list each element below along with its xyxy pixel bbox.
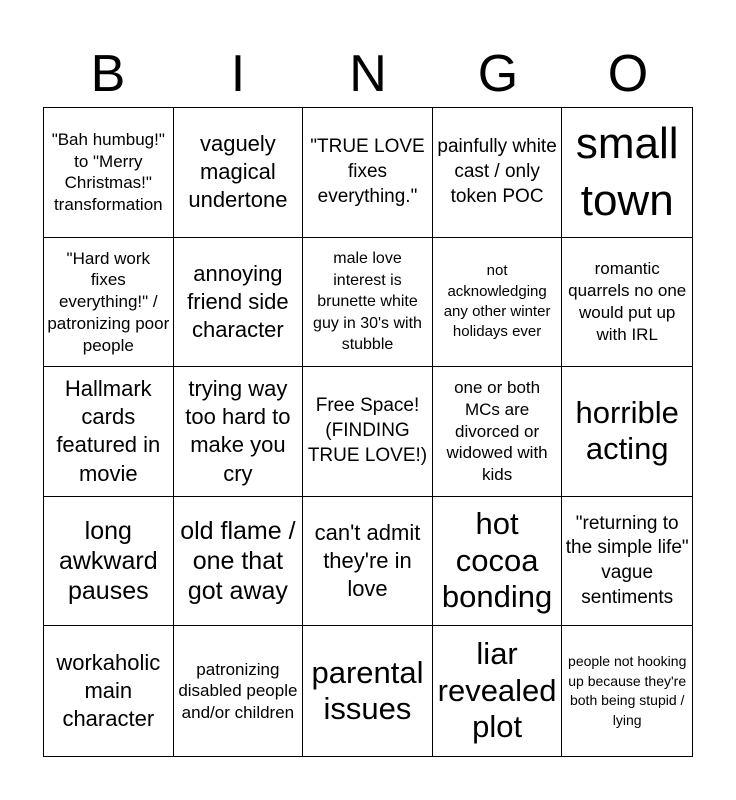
bingo-cell[interactable] (433, 238, 563, 368)
cell-text: people not hooking up because they're both being stupid / lying (568, 653, 687, 728)
bingo-cell[interactable] (174, 108, 304, 238)
cell-text: "Bah humbug!" to "Merry Christmas!" transformation (51, 129, 165, 215)
cell-text: trying way too hard to make you cry (185, 376, 291, 486)
bingo-cell[interactable] (44, 626, 174, 756)
bingo-cell[interactable] (433, 626, 563, 756)
cell-text: liar revealed plot (437, 636, 557, 745)
bingo-cell[interactable] (303, 238, 433, 368)
cell-text: small town (575, 119, 679, 226)
cell-text: vaguely magical undertone (188, 131, 288, 213)
bingo-board (43, 107, 693, 757)
cell-text: "Hard work fixes everything!" / patronizing poor people (47, 248, 170, 355)
cell-text: annoying friend side character (187, 260, 289, 342)
bingo-cell[interactable] (44, 108, 174, 238)
header-letter-g: G (477, 45, 519, 103)
bingo-cell[interactable] (433, 108, 563, 238)
bingo-cell[interactable] (433, 497, 563, 627)
bingo-cell[interactable] (562, 108, 692, 238)
bingo-cell[interactable] (562, 626, 692, 756)
header-letter-b: B (90, 45, 126, 103)
cell-text: Hallmark cards featured in movie (56, 376, 161, 486)
cell-text: "returning to the simple life" vague sentiments (565, 512, 689, 608)
bingo-cell[interactable] (174, 497, 304, 627)
cell-text: one or both MCs are divorced or widowed with kids (446, 378, 548, 485)
bingo-cell[interactable] (44, 497, 174, 627)
bingo-cell[interactable] (303, 626, 433, 756)
cell-text: long awkward pauses (58, 517, 158, 606)
bingo-cell[interactable] (562, 238, 692, 368)
header-letter-i: I (230, 45, 246, 103)
cell-text: hot cocoa bonding (441, 506, 553, 615)
cell-text: old flame / one that got away (180, 517, 296, 606)
cell-text: parental issues (311, 654, 424, 727)
cell-text: workaholic main character (56, 649, 161, 732)
cell-text: patronizing disabled people and/or children (178, 659, 298, 723)
cell-text: male love interest is brunette white guy in 30's with stubble (313, 249, 422, 354)
bingo-cell[interactable] (303, 367, 433, 497)
header-letter-o: O (607, 45, 649, 103)
bingo-cell[interactable] (303, 497, 433, 627)
cell-text: "TRUE LOVE fixes everything." (310, 136, 425, 207)
cell-text: romantic quarrels no one would put up with IRL (568, 259, 687, 344)
bingo-cell[interactable] (303, 108, 433, 238)
bingo-cell[interactable] (562, 367, 692, 497)
header-letter-n: N (349, 45, 387, 103)
cell-text: not acknowledging any other winter holidays ever (443, 262, 551, 341)
bingo-cell[interactable] (433, 367, 563, 497)
cell-text: Free Space! (FINDING TRUE LOVE!) (307, 395, 428, 466)
cell-text: can't admit they're in love (314, 519, 421, 602)
cell-text: painfully white cast / only token POC (437, 136, 557, 207)
bingo-cell[interactable] (174, 626, 304, 756)
bingo-cell[interactable] (174, 367, 304, 497)
bingo-cell[interactable] (44, 367, 174, 497)
cell-text: horrible acting (575, 394, 679, 467)
bingo-cell[interactable] (174, 238, 304, 368)
bingo-cell[interactable] (44, 238, 174, 368)
bingo-header (43, 40, 693, 108)
bingo-cell[interactable] (562, 497, 692, 627)
